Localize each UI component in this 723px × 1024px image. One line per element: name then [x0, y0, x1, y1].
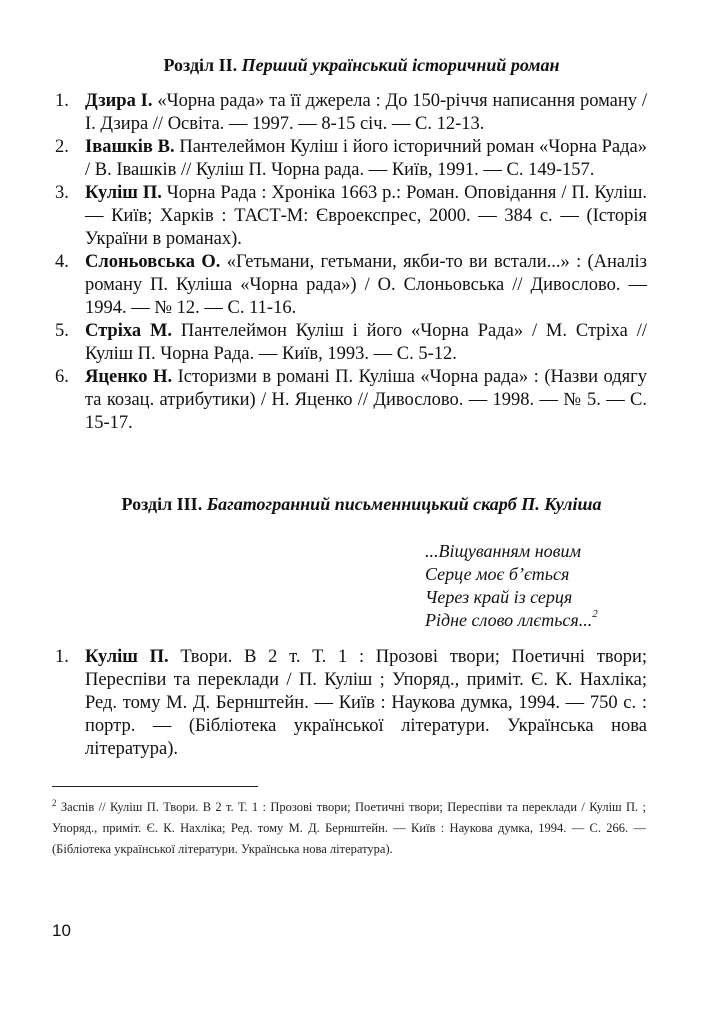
epigraph-line: Серце моє б’ється — [425, 564, 570, 584]
bibliography-entry — [50, 320, 647, 366]
entry-text: «Чорна рада» та її джерела : До 150-річчя написання роману / І. Дзира // Освіта. — 1997. — 8-15 січ. — С. 12-13. — [85, 91, 648, 134]
section-3-heading — [0, 494, 723, 515]
entry-author: Дзира І. — [85, 91, 153, 111]
entry-number: 3. — [55, 183, 69, 203]
entry-text: Історизми в романі П. Куліша «Чорна рада» : (Назви одягу та козац. атрибутики) / Н. Яценко // Дивослово. — 1998. — № 5. — С. 15-17. — [85, 367, 647, 433]
epigraph-line-last — [425, 609, 598, 632]
footnote-separator — [52, 786, 258, 787]
entry-author: Куліш П. — [85, 183, 162, 203]
footnote-text: Заспів // Куліш П. Твори. В 2 т. Т. 1 : Прозові твори; Поетичні твори; Переспіви та переклади / Куліш П. ; Упоряд., приміт. Є. К. Нахліка; Ред. тому М. Д. Бернштейн. — Київ : Наукова думка, 1994. — С. 266. — (Бібліотека української літератури. Українська нова література). — [52, 800, 647, 856]
epigraph-line: Через край із серця — [425, 587, 573, 607]
bibliography-entry — [50, 646, 647, 761]
page-number: 10 — [52, 921, 71, 940]
section-3-title: Багатогранний письменницький скарб П. Куліша — [206, 494, 602, 514]
footnote — [52, 797, 646, 860]
entry-number: 5. — [55, 321, 69, 341]
entry-text: Пантелеймон Куліш і його «Чорна Рада» / М. Стріха // Куліш П. Чорна Рада. — Київ, 1993. — С. 5-12. — [85, 321, 648, 364]
bibliography-entry — [50, 366, 647, 435]
entry-author: Стріха М. — [85, 321, 173, 341]
bibliography-entry — [50, 182, 647, 251]
section-2-bibliography — [50, 90, 647, 435]
entry-author: Куліш П. — [85, 647, 169, 667]
entry-number: 1. — [55, 647, 69, 667]
section-3-prefix: Розділ ІІІ. — [121, 494, 203, 514]
bibliography-entry — [50, 136, 647, 182]
epigraph-line: ...Віщуванням новим — [425, 541, 581, 561]
section-2-heading — [0, 55, 723, 76]
entry-author: Івашків В. — [85, 137, 175, 157]
entry-text: Пантелеймон Куліш і його історичний роман «Чорна Рада» / В. Івашків // Куліш П. Чорна рада. — Київ, 1991. — С. 149-157. — [85, 137, 647, 180]
footnote-mark: 2 — [52, 798, 57, 808]
entry-number: 6. — [55, 367, 69, 387]
entry-number: 4. — [55, 252, 69, 272]
entry-number: 2. — [55, 137, 69, 157]
epigraph — [425, 540, 598, 632]
bibliography-entry — [50, 90, 647, 136]
entry-text: «Гетьмани, гетьмани, якби-то ви встали...» : (Аналіз роману П. Куліша «Чорна рада») / О. Слоньовська // Дивослово. — 1994. — № 12. — С. 11-16. — [85, 252, 647, 318]
entry-text: Чорна Рада : Хроніка 1663 р.: Роман. Оповідання / П. Куліш. — Київ; Харків : ТАСТ-М: Євроекспрес, 2000. — 384 с. — (Історія України в романах). — [85, 183, 647, 249]
entry-text: Твори. В 2 т. Т. 1 : Прозові твори; Поетичні твори; Переспіви та переклади / П. Куліш ; Упоряд., приміт. Є. К. Нахліка; Ред. тому М. Д. Бернштейн. — Київ : Наукова думка, 1994. — 750 с. : портр. — (Бібліотека української літератури. Українська нова література). — [85, 647, 647, 759]
bibliography-entry — [50, 251, 647, 320]
footnote-reference[interactable]: 2 — [592, 608, 598, 620]
entry-number: 1. — [55, 91, 69, 111]
epigraph-line: Рідне слово ллється... — [425, 610, 593, 630]
section-3-bibliography — [50, 646, 647, 761]
entry-author: Слоньовська О. — [85, 252, 221, 272]
section-2-prefix: Розділ ІІ. — [163, 55, 238, 75]
entry-author: Яценко Н. — [85, 367, 173, 387]
section-2-title: Перший український історичний роман — [241, 55, 560, 75]
